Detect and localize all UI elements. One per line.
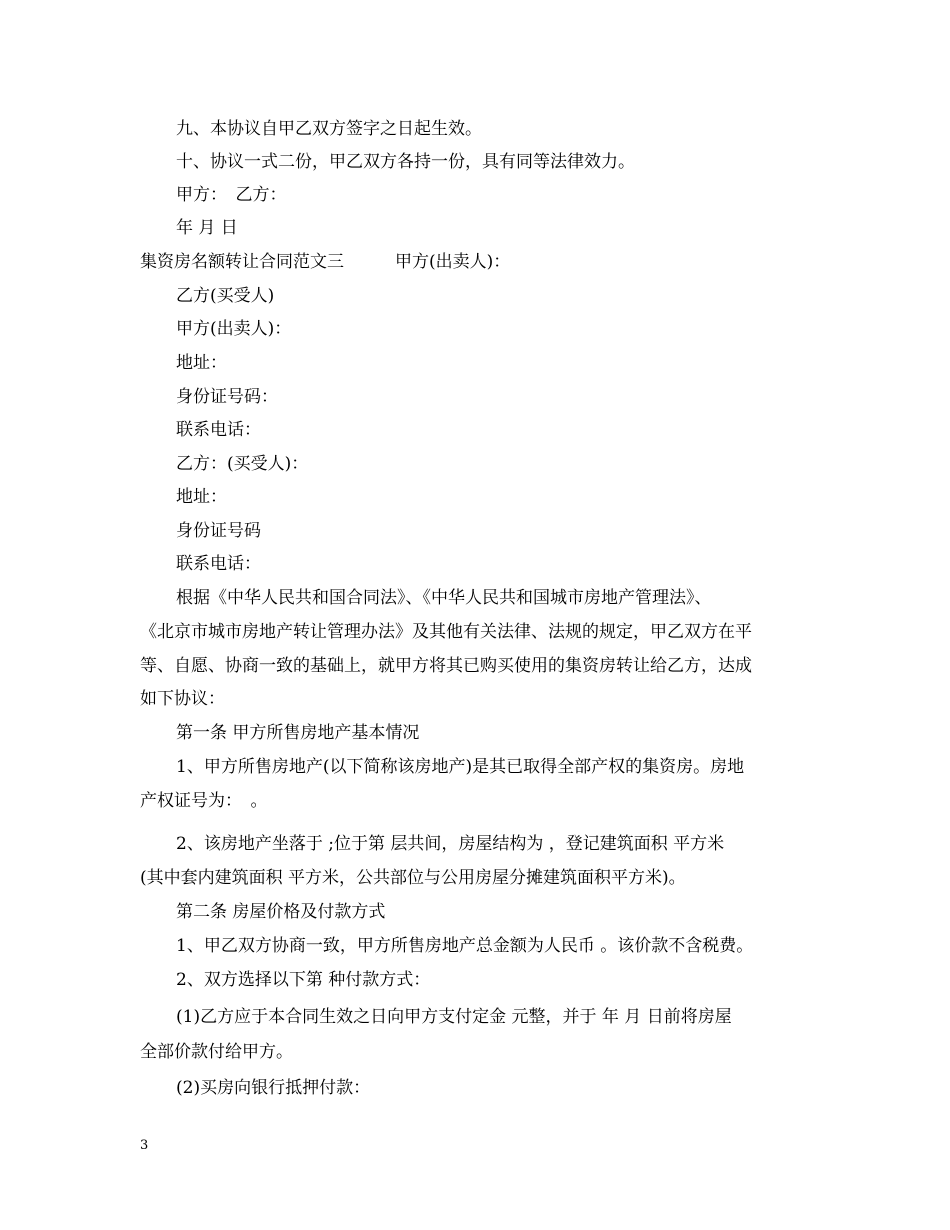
party-b-heading: 乙方(买受人) xyxy=(176,286,275,306)
article-one-heading: 第一条 甲方所售房地产基本情况 xyxy=(176,723,420,743)
article-one-item-2: 2、该房地产坐落于 ;位于第 层共间，房屋结构为 ，登记建筑面积 平方米 xyxy=(176,834,725,854)
party-b-label: 乙方：(买受人)： xyxy=(176,454,309,474)
signature-date: 年 月 日 xyxy=(176,218,238,238)
clause-ten: 十、协议一式二份，甲乙双方各持一份，具有同等法律效力。 xyxy=(176,152,635,172)
preamble-line-4: 如下协议： xyxy=(140,689,225,709)
preamble-line-2: 《北京市城市房地产转让管理办法》及其他有关法律、法规的规定，甲乙双方在平 xyxy=(140,622,752,642)
party-a-address: 地址： xyxy=(176,353,227,373)
party-a-phone: 联系电话： xyxy=(176,420,261,440)
article-one-item-2-cont: (其中套内建筑面积 平方米，公共部位与公用房屋分摊建筑面积平方米)。 xyxy=(140,868,686,888)
party-a-id-number: 身份证号码： xyxy=(176,387,278,407)
article-one-item-1-cont: 产权证号为： 。 xyxy=(140,791,268,811)
payment-option-2: (2)买房向银行抵押付款： xyxy=(176,1078,371,1098)
section-title: 集资房名额转让合同范文三 甲方(出卖人)： xyxy=(140,252,511,272)
clause-nine: 九、本协议自甲乙双方签字之日起生效。 xyxy=(176,119,482,139)
article-two-item-1: 1、甲乙双方协商一致，甲方所售房地产总金额为人民币 。该价款不含税费。 xyxy=(176,936,754,956)
payment-option-1: (1)乙方应于本合同生效之日向甲方支付定金 元整，并于 年 月 日前将房屋 xyxy=(176,1007,732,1027)
article-one-item-1: 1、甲方所售房地产(以下简称该房地产)是其已取得全部产权的集资房。房地 xyxy=(176,757,745,777)
article-two-heading: 第二条 房屋价格及付款方式 xyxy=(176,902,386,922)
page-number: 3 xyxy=(140,1138,149,1153)
party-b-id-number: 身份证号码 xyxy=(176,521,261,541)
payment-option-1-cont: 全部价款付给甲方。 xyxy=(140,1042,293,1062)
article-two-item-2: 2、双方选择以下第 种付款方式： xyxy=(176,970,431,990)
signature-parties: 甲方： 乙方： xyxy=(176,185,287,205)
preamble-line-3: 等、自愿、协商一致的基础上，就甲方将其已购买使用的集资房转让给乙方，达成 xyxy=(140,656,752,676)
preamble-line-1: 根据《中华人民共和国合同法》、《中华人民共和国城市房地产管理法》、 xyxy=(176,588,712,608)
party-a-label: 甲方(出卖人)： xyxy=(176,319,292,339)
party-b-address: 地址： xyxy=(176,487,227,507)
party-b-phone: 联系电话： xyxy=(176,554,261,574)
